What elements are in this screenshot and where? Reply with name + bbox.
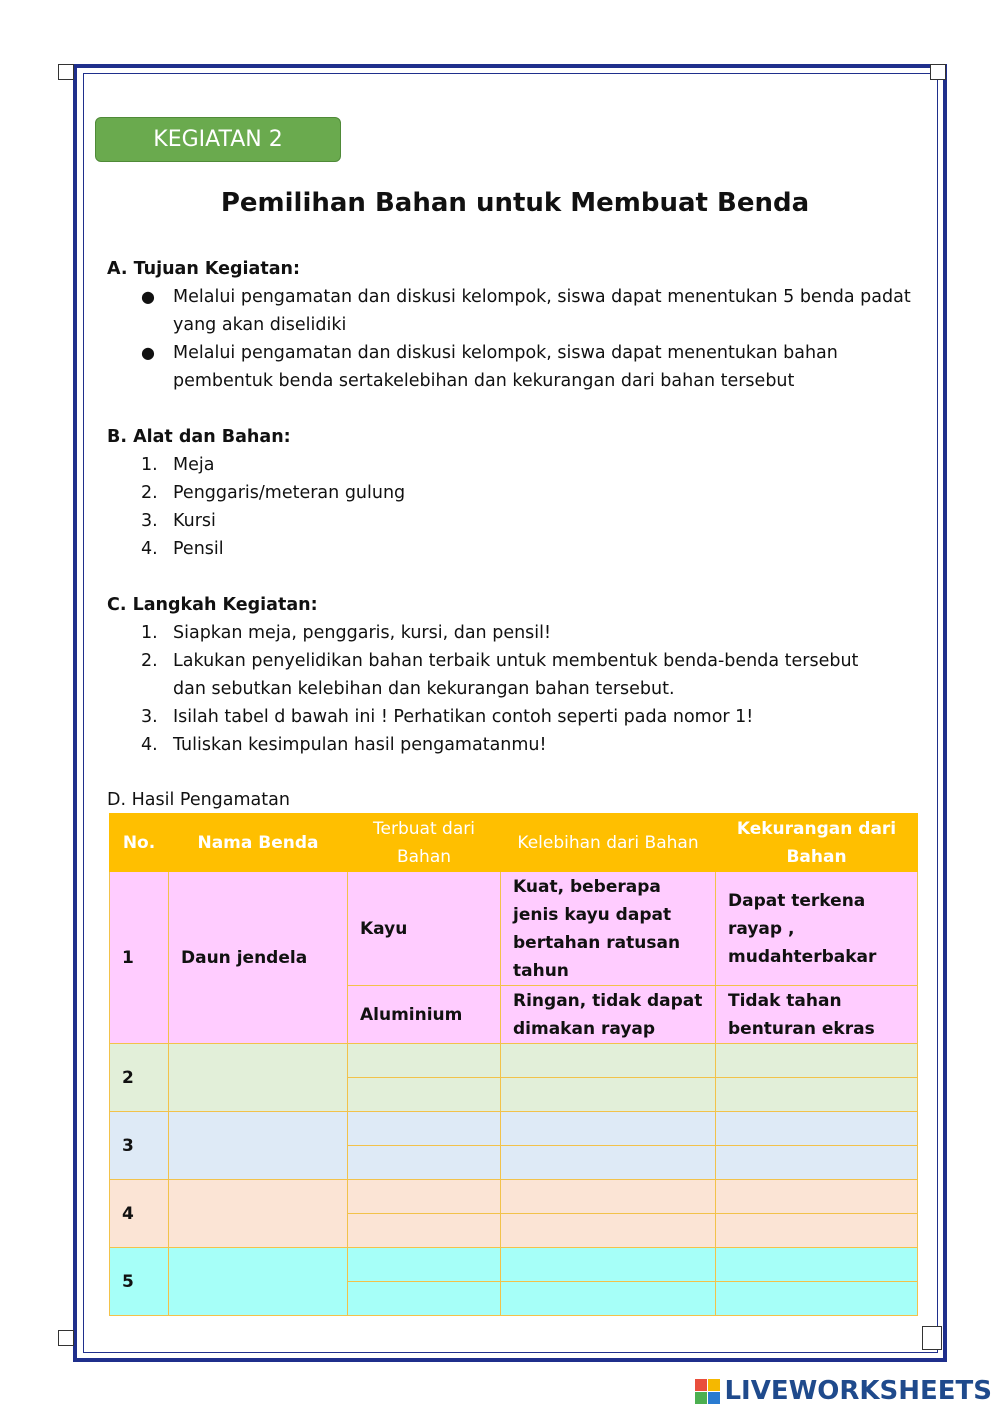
objective-item: [107, 283, 937, 339]
cell-name-input[interactable]: [169, 1180, 348, 1248]
cell-pros-input[interactable]: [501, 1044, 716, 1078]
section-steps-heading: C. Langkah Kegiatan:: [107, 595, 318, 615]
step-item: 1. Siapkan meja, penggaris, kursi, dan pensil!: [141, 623, 552, 643]
section-tools-heading: B. Alat dan Bahan:: [107, 427, 291, 447]
cell-material-input[interactable]: [348, 1044, 501, 1078]
cell-pros-input[interactable]: [501, 1112, 716, 1146]
cell-name-input[interactable]: [169, 1112, 348, 1180]
objective-item: [107, 339, 937, 395]
objective-item-line: Melalui pengamatan dan diskusi kelompok, siswa dapat menentukan bahan: [173, 343, 838, 363]
objective-item-line: yang akan diselidiki: [173, 315, 347, 335]
cell-cons: Tidak tahan benturan ekras: [716, 986, 918, 1044]
cell-cons-input[interactable]: [716, 1112, 918, 1146]
cell-cons-input[interactable]: [716, 1282, 918, 1316]
bullet-icon: ●: [141, 343, 155, 362]
cell-cons-input[interactable]: [716, 1078, 918, 1112]
header-material: Terbuat dari Bahan: [348, 814, 501, 872]
cell-pros-input[interactable]: [501, 1146, 716, 1180]
cell-pros-input[interactable]: [501, 1248, 716, 1282]
cell-cons-input[interactable]: [716, 1044, 918, 1078]
section-objectives: [107, 255, 937, 395]
table-row: [110, 1112, 918, 1146]
cell-no: 3: [110, 1112, 169, 1180]
corner-mark-top-left: [58, 64, 74, 80]
liveworksheets-logo: [695, 1376, 992, 1406]
tool-item: 2. Penggaris/meteran gulung: [141, 483, 406, 503]
header-name: Nama Benda: [169, 814, 348, 872]
cell-name: Daun jendela: [169, 872, 348, 1044]
cell-material-input[interactable]: [348, 1282, 501, 1316]
cell-no: 4: [110, 1180, 169, 1248]
table-row: [110, 872, 918, 986]
cell-pros-input[interactable]: [501, 1214, 716, 1248]
table-header-row: [110, 814, 918, 872]
cell-pros-input[interactable]: [501, 1282, 716, 1316]
cell-material-input[interactable]: [348, 1112, 501, 1146]
bullet-icon: ●: [141, 287, 155, 306]
section-objectives-heading: A. Tujuan Kegiatan:: [107, 259, 300, 279]
step-item: 4. Tuliskan kesimpulan hasil pengamatanmu!: [141, 735, 547, 755]
cell-cons-input[interactable]: [716, 1146, 918, 1180]
observation-table: [109, 813, 918, 1316]
cell-cons-input[interactable]: [716, 1248, 918, 1282]
cell-no: 1: [110, 872, 169, 1044]
tool-item: 1. Meja: [141, 455, 215, 475]
page-title: Pemilihan Bahan untuk Membuat Benda: [220, 188, 810, 218]
tool-item: 4. Pensil: [141, 539, 224, 559]
cell-no: 2: [110, 1044, 169, 1112]
logo-text: LIVEWORKSHEETS: [724, 1376, 992, 1406]
cell-pros: Ringan, tidak dapat dimakan rayap: [501, 986, 716, 1044]
step-item: 2. Lakukan penyelidikan bahan terbaik untuk membentuk benda-benda tersebut dan sebutkan kelebihan dan kekurangan bahan tersebut.: [141, 651, 859, 699]
cell-cons-input[interactable]: [716, 1180, 918, 1214]
cell-material-input[interactable]: [348, 1214, 501, 1248]
cell-material-input[interactable]: [348, 1248, 501, 1282]
cell-no: 5: [110, 1248, 169, 1316]
cell-cons: Dapat terkena rayap , mudahterbakar: [716, 872, 918, 986]
cell-cons-input[interactable]: [716, 1214, 918, 1248]
table-row: [110, 1248, 918, 1282]
cell-name-input[interactable]: [169, 1248, 348, 1316]
header-cons: Kekurangan dari Bahan: [716, 814, 918, 872]
section-steps: [107, 591, 937, 759]
header-pros: Kelebihan dari Bahan: [501, 814, 716, 872]
activity-badge: KEGIATAN 2: [95, 117, 341, 162]
step-item: 3. Isilah tabel d bawah ini ! Perhatikan contoh seperti pada nomor 1!: [141, 707, 754, 727]
cell-name-input[interactable]: [169, 1044, 348, 1112]
table-row: [110, 1044, 918, 1078]
cell-material-input[interactable]: [348, 1146, 501, 1180]
corner-mark-bottom-left: [58, 1330, 74, 1346]
tool-item: 3. Kursi: [141, 511, 216, 531]
objective-item-line: Melalui pengamatan dan diskusi kelompok, siswa dapat menentukan 5 benda padat: [173, 287, 911, 307]
cell-pros: Kuat, beberapa jenis kayu dapat bertahan ratusan tahun: [501, 872, 716, 986]
cell-material-input[interactable]: [348, 1180, 501, 1214]
cell-pros-input[interactable]: [501, 1078, 716, 1112]
table-row: [110, 1180, 918, 1214]
logo-mark-icon: [695, 1379, 720, 1404]
cell-material: Kayu: [348, 872, 501, 986]
corner-mark-bottom-right: [922, 1326, 942, 1350]
section-tools: [107, 423, 937, 563]
cell-pros-input[interactable]: [501, 1180, 716, 1214]
cell-material-input[interactable]: [348, 1078, 501, 1112]
header-no: No.: [110, 814, 169, 872]
objective-item-line: pembentuk benda sertakelebihan dan kekurangan dari bahan tersebut: [173, 371, 795, 391]
section-results-heading: D. Hasil Pengamatan: [107, 790, 290, 810]
corner-mark-top-right: [930, 64, 946, 80]
cell-material: Aluminium: [348, 986, 501, 1044]
